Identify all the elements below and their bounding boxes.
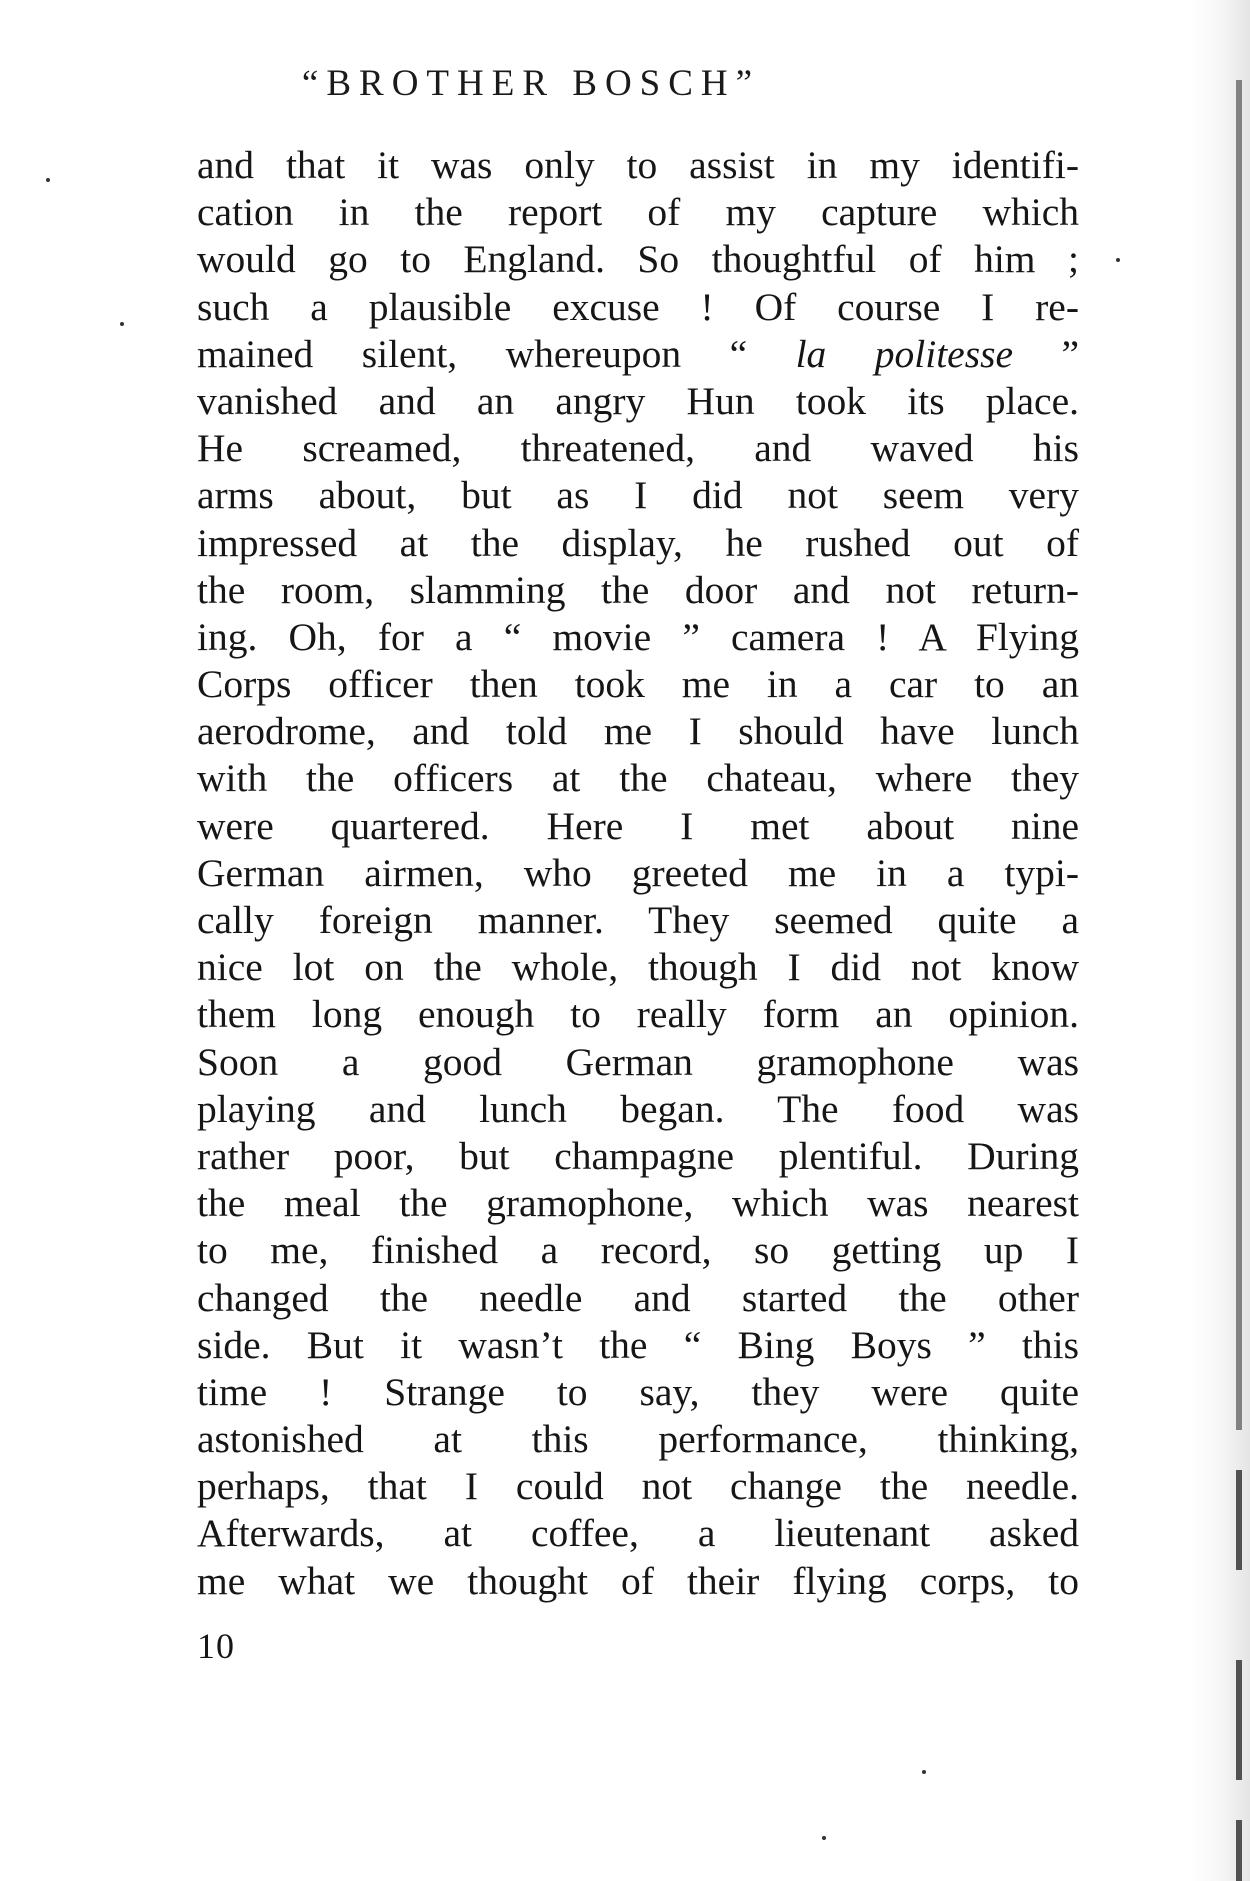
text-line: [197, 567, 1079, 614]
text-line: [197, 1039, 1079, 1086]
text-line: [197, 284, 1079, 331]
text-run: the room, slamming the door and not return-: [197, 567, 1079, 612]
text-line: [197, 614, 1079, 661]
text-run: to me, finished a record, so getting up I: [197, 1228, 1079, 1273]
text-run: impressed at the display, he rushed out of: [197, 520, 1079, 565]
text-run: and that it was only to assist in my identifi-: [197, 143, 1079, 187]
running-head: “BROTHER BOSCH”: [301, 63, 761, 104]
text-line: [197, 1463, 1079, 1510]
text-run: aerodrome, and told me I should have lunch: [197, 709, 1079, 754]
text-line: [197, 378, 1079, 425]
italic-phrase: la politesse: [795, 331, 1013, 376]
text-line: [197, 850, 1079, 897]
text-line: [197, 661, 1079, 708]
text-run: with the officers at the chateau, where they: [197, 756, 1079, 801]
paper-speck: [120, 322, 124, 326]
text-line: [197, 1180, 1079, 1227]
text-run: rather poor, but champagne plentiful. During: [197, 1133, 1079, 1178]
text-line: [197, 803, 1079, 850]
text-line: [197, 708, 1079, 755]
paper-speck: [822, 1836, 826, 1840]
text-line: [197, 1369, 1079, 1416]
paper-speck: [922, 1770, 926, 1774]
text-line: [197, 1227, 1079, 1274]
text-run: would go to England. So thoughtful of him ;: [197, 237, 1079, 282]
binding-edge-mark: [1236, 1660, 1242, 1780]
text-line: [197, 1133, 1079, 1180]
text-line: [197, 142, 1079, 189]
binding-edge-mark: [1236, 1820, 1242, 1881]
text-run: ”: [1013, 331, 1079, 376]
text-run: changed the needle and started the other: [197, 1275, 1079, 1320]
text-line: [197, 1510, 1079, 1557]
text-line: [197, 897, 1079, 944]
text-line: [197, 991, 1079, 1038]
text-line: [197, 944, 1079, 991]
text-run: perhaps, that I could not change the needle.: [197, 1464, 1079, 1509]
text-run: mained silent, whereupon “: [197, 331, 796, 376]
text-run: me what we thought of their flying corps, to: [197, 1558, 1079, 1603]
text-run: cation in the report of my capture which: [197, 190, 1079, 235]
text-run: German airmen, who greeted me in a typi-: [197, 850, 1079, 895]
text-run: Afterwards, at coffee, a lieutenant asked: [197, 1511, 1079, 1556]
text-run: were quartered. Here I met about nine: [197, 803, 1079, 848]
text-run: the meal the gramophone, which was nearest: [197, 1181, 1079, 1226]
text-run: such a plausible excuse ! Of course I re-: [197, 284, 1079, 329]
text-run: them long enough to really form an opinion.: [197, 992, 1079, 1037]
text-line: [197, 425, 1079, 472]
text-line: [197, 1558, 1079, 1605]
text-run: Corps officer then took me in a car to an: [197, 662, 1079, 707]
text-line: [197, 755, 1079, 802]
text-line: [197, 1275, 1079, 1322]
text-run: vanished and an angry Hun took its place.: [197, 378, 1079, 423]
paper-speck: [46, 178, 50, 182]
text-line: [197, 1322, 1079, 1369]
text-line: [197, 331, 1079, 378]
binding-edge-mark: [1236, 1470, 1242, 1570]
text-line: [197, 472, 1079, 519]
text-run: cally foreign manner. They seemed quite a: [197, 898, 1079, 942]
text-line: [197, 1416, 1079, 1463]
text-run: He screamed, threatened, and waved his: [197, 426, 1079, 471]
page-number: 10: [197, 1626, 235, 1666]
text-run: astonished at this performance, thinking,: [197, 1417, 1079, 1462]
binding-edge-mark: [1236, 80, 1242, 1430]
text-run: Soon a good German gramophone was: [197, 1039, 1079, 1084]
text-run: playing and lunch began. The food was: [197, 1086, 1079, 1131]
text-run: arms about, but as I did not seem very: [197, 473, 1079, 518]
body-text: [197, 142, 1079, 1605]
paper-speck: [1116, 258, 1120, 262]
text-run: ing. Oh, for a “ movie ” camera ! A Flying: [197, 614, 1079, 659]
text-line: [197, 236, 1079, 283]
text-run: time ! Strange to say, they were quite: [197, 1369, 1079, 1414]
text-run: nice lot on the whole, though I did not know: [197, 945, 1079, 990]
text-line: [197, 1086, 1079, 1133]
text-line: [197, 520, 1079, 567]
text-run: side. But it wasn’t the “ Bing Boys ” this: [197, 1322, 1079, 1367]
text-line: [197, 189, 1079, 236]
